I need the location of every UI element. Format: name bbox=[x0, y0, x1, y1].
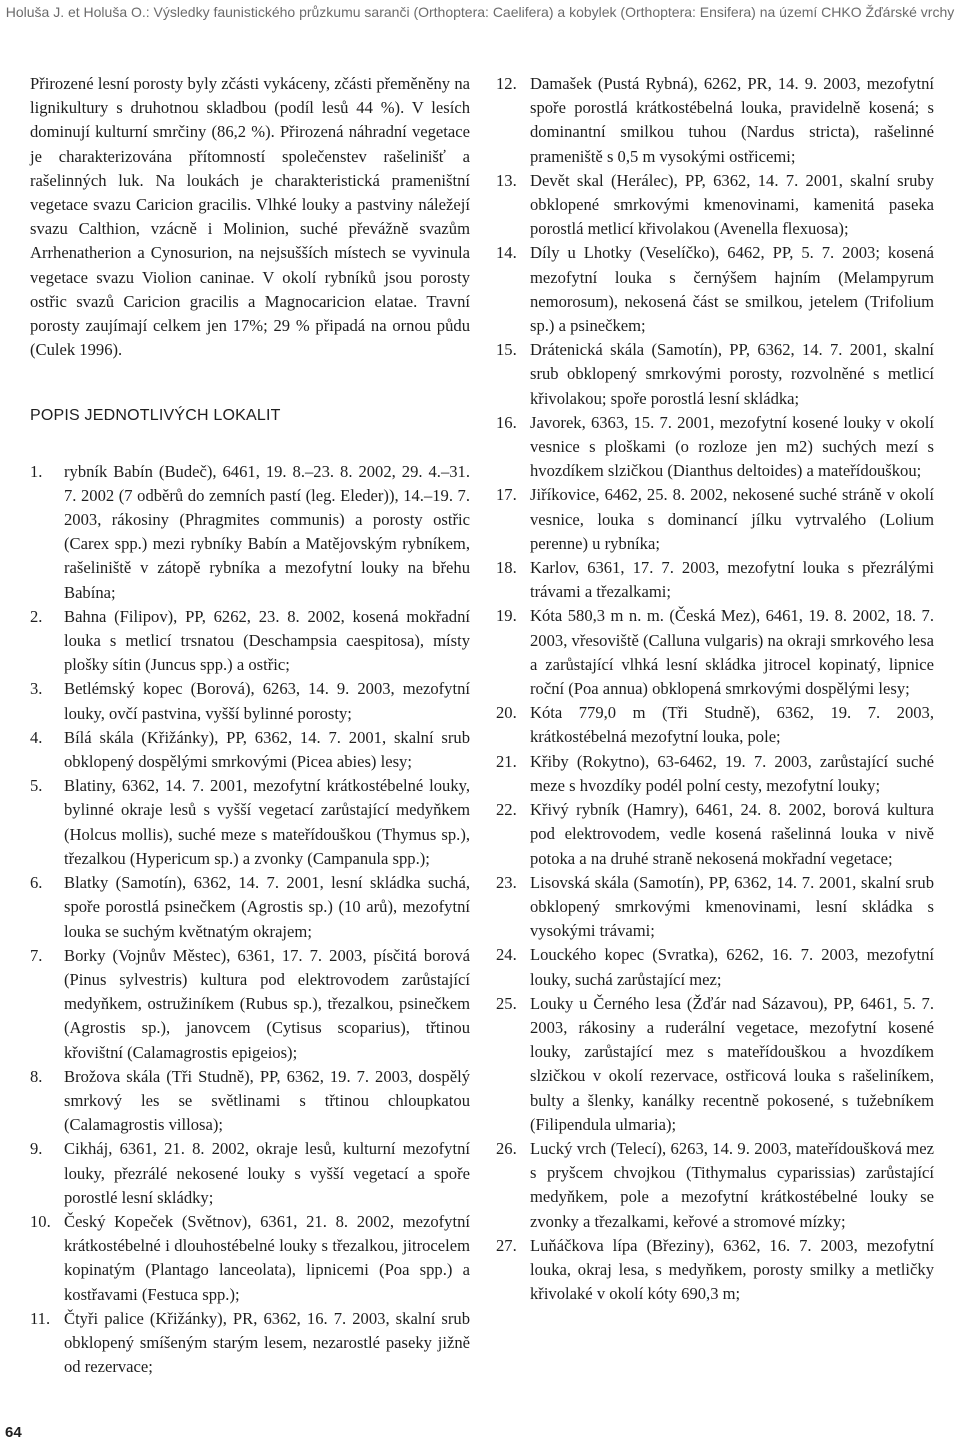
list-item bbox=[496, 338, 934, 411]
item-text: Blatiny, 6362, 14. 7. 2001, mezofytní krátkostébelné louky, bylinné okraje lesů s vyšší vegetací zarůstající medyňkem (Holcus mollis), suché meze s mateřídouškou (Thymus sp.), třezalkou (Hypericum sp.) a zvonky (Campanula spp.); bbox=[64, 776, 470, 868]
item-text: Betlémský kopec (Borová), 6263, 14. 9. 2003, mezofytní louky, ovčí pastvina, vyšší bylinné porosty; bbox=[64, 679, 470, 723]
item-text: Díly u Lhotky (Veselíčko), 6462, PP, 5. 7. 2003; kosená mezofytní louka s černýšem hajním (Melampyrum nemorosum), nekosená část se smilkou, jetelem (Trifolium sp.) a psinečkem; bbox=[530, 243, 934, 336]
item-number: 24. bbox=[496, 945, 517, 965]
item-number: 1. bbox=[30, 461, 43, 481]
left-column bbox=[30, 72, 470, 1379]
list-item bbox=[30, 1137, 470, 1210]
list-item bbox=[496, 483, 934, 556]
item-text: Lucký vrch (Telecí), 6263, 14. 9. 2003, mateřídoušková mez s pryšcem chvojkou (Tithymalus cyparissias) zarůstající medyňkem, pole a mezofytní krátkostébelné louky se zvonky a třezalkami, keřové a stromové mízky; bbox=[530, 1138, 934, 1231]
section-heading: POPIS JEDNOTLIVÝCH LOKALIT bbox=[30, 407, 281, 425]
list-item bbox=[30, 774, 470, 871]
item-number: 27. bbox=[496, 1235, 517, 1255]
list-item bbox=[496, 1137, 934, 1234]
item-number: 19. bbox=[496, 606, 517, 626]
item-text: Český Kopeček (Světnov), 6361, 21. 8. 2002, mezofytní krátkostébelné i dlouhostébelné louky s třezalkou, jitrocelem kopinatým (Plantago lanceolata), lipnicemi (Poa spp.) a kostřavami (Festuca spp.); bbox=[64, 1211, 470, 1304]
item-text: Křiby (Rokytno), 63-6462, 19. 7. 2003, zarůstající suché meze s hvozdíky podél polní cesty, mezofytní louky; bbox=[530, 751, 934, 795]
list-item bbox=[30, 944, 470, 1065]
item-text: Kóta 580,3 m n. m. (Česká Mez), 6461, 19. 8. 2002, 18. 7. 2003, vřesoviště (Calluna vulgaris) na okraji smrkového lesa a zarůstající vlhká lesní skládka jitrocel kopinatý, lipnice roční (Poa annua) obklopená smrkovými dospělými lesy; bbox=[530, 606, 934, 699]
item-number: 2. bbox=[30, 606, 43, 626]
list-item bbox=[30, 871, 470, 944]
list-item bbox=[30, 726, 470, 774]
item-text: Křivý rybník (Hamry), 6461, 24. 8. 2002, borová kultura pod elektrovodem, vedle kosená rašelinná louka v nivě potoka a na druhé straně nekosená mokřadní vegetace; bbox=[530, 800, 934, 868]
item-number: 12. bbox=[496, 74, 517, 93]
list-item bbox=[496, 604, 934, 701]
item-text: Karlov, 6361, 17. 7. 2003, mezofytní louka s přezrálými trávami a třezalkami; bbox=[530, 558, 934, 602]
list-item bbox=[496, 750, 934, 798]
item-text: rybník Babín (Budeč), 6461, 19. 8.–23. 8. 2002, 29. 4.–31. 7. 2002 (7 odběrů do zemních pastí (leg. Eleder)), 14.–19. 7. 2003, rákosiny (Phragmites communis) a porosty ostřic (Carex spp.) mezi rybníky Babín a Matějovským rybníkem, rašeliniště v zátopě rybníka a mezofytní louky na břehu Babína; bbox=[64, 461, 470, 602]
item-number: 3. bbox=[30, 679, 43, 699]
item-number: 6. bbox=[30, 873, 43, 893]
item-number: 17. bbox=[496, 485, 517, 505]
item-number: 5. bbox=[30, 776, 43, 796]
intro-paragraph: Přirozené lesní porosty byly zčásti vykáceny, zčásti přeměněny na lignikultury s druhotnou skladbou (podíl lesů 44 %). V lesích dominují kulturní smrčiny (86,2 %). Přirozená náhradní vegetace je charakterizována přítomností společenstev rašelinišť a rašelinných luk. Na loukách je charakteristická prameništní vegetace svazu Caricion gracilis. Vlhké louky a pastviny náležejí svazu Calthion, vzácně i Molinion, suché převážně svazům Arrhenatherion a Cynosurion, na nejsušších místech se vyvinula vegetace svazu Violion caninae. V okolí rybníků jsou porosty ostřic svazů Caricion gracilis a Magnocaricion elatae. Travní porosty zaujímají celkem jen 17%; 29 % připadá na ornou půdu (Culek 1996). bbox=[30, 74, 470, 360]
list-item bbox=[496, 701, 934, 749]
list-item bbox=[30, 605, 470, 678]
page-number: 64 bbox=[5, 1424, 22, 1441]
item-text: Louckého kopec (Svratka), 6262, 16. 7. 2003, mezofytní louky, suchá zarůstající mez; bbox=[530, 945, 934, 989]
item-number: 20. bbox=[496, 703, 517, 723]
item-text: Čtyři palice (Křižánky), PR, 6362, 16. 7. 2003, skalní srub obklopený smíšeným starým lesem, nezarostlé paseky jižně od rezervace; bbox=[64, 1308, 470, 1377]
item-text: Kóta 779,0 m (Tři Studně), 6362, 19. 7. 2003, krátkostébelná mezofytní louka, pole; bbox=[530, 703, 934, 747]
item-number: 14. bbox=[496, 243, 517, 263]
list-item bbox=[30, 1065, 470, 1138]
item-number: 23. bbox=[496, 872, 517, 892]
item-number: 7. bbox=[30, 945, 43, 965]
item-number: 8. bbox=[30, 1066, 43, 1086]
item-number: 4. bbox=[30, 727, 43, 747]
list-item bbox=[496, 556, 934, 604]
item-text: Bahna (Filipov), PP, 6262, 23. 8. 2002, kosená mokřadní louka s metlicí trsnatou (Deschampsia caespitosa), místy plošky sítin (Juncus spp.) a ostřic; bbox=[64, 606, 470, 675]
list-item bbox=[496, 411, 934, 484]
item-text: Damašek (Pustá Rybná), 6262, PR, 14. 9. 2003, mezofytní spoře porostlá krátkostébelná louka, pravidelně kosená; s dominantní smilkou tuhou (Nardus stricta), rašelinné prameniště s 0,5 m vysokými ostřicemi; bbox=[530, 74, 934, 166]
item-number: 15. bbox=[496, 340, 517, 360]
list-item bbox=[496, 798, 934, 871]
item-text: Javorek, 6363, 15. 7. 2001, mezofytní kosené louky v okolí vesnice s ploškami (o rozloze jen m2) suchých mezí s hvozdíkem slzičkou (Dianthus deltoides) a mateřídouškou; bbox=[530, 412, 934, 481]
item-text: Lisovská skála (Samotín), PP, 6362, 14. 7. 2001, skalní srub obklopený smrkovými kmenovinami, lesní skládka s vysokými trávami; bbox=[530, 872, 934, 941]
list-item bbox=[496, 169, 934, 242]
item-number: 10. bbox=[30, 1211, 51, 1231]
item-text: Bílá skála (Křižánky), PP, 6362, 14. 7. 2001, skalní srub obklopený dospělými smrkovými (Picea abies) lesy; bbox=[64, 727, 470, 772]
item-number: 26. bbox=[496, 1138, 517, 1158]
item-text: Borky (Vojnův Městec), 6361, 17. 7. 2003, písčitá borová (Pinus sylvestris) kultura pod elektrovodem zarůstající medyňkem, ostružiníkem (Rubus sp.), třezalkou, psinečkem (Agrostis sp.), janovcem (Cytisus scoparius), třtinou křovištní (Calamagrostis epigeios); bbox=[64, 945, 470, 1062]
item-text: Luňáčkova lípa (Březiny), 6362, 16. 7. 2003, mezofytní louka, okraj lesa, s medyňkem, porosty smilky a metličky křivolaké v okolí kóty 690,3 m; bbox=[530, 1235, 934, 1304]
running-header: Holuša J. et Holuša O.: Výsledky faunistického průzkumu saranči (Orthoptera: Caelifera) a kobylek (Orthoptera: Ensifera) na území CHKO Žďárské vrchy bbox=[5, 4, 955, 20]
right-column bbox=[496, 72, 934, 1306]
list-item bbox=[30, 1307, 470, 1380]
list-item bbox=[496, 241, 934, 338]
list-item bbox=[496, 1234, 934, 1307]
list-item bbox=[496, 72, 934, 169]
item-number: 18. bbox=[496, 558, 517, 578]
item-number: 21. bbox=[496, 751, 517, 771]
item-text: Drátenická skála (Samotín), PP, 6362, 14. 7. 2001, skalní srub obklopený smrkovými porosty, rozvolněné s metlicí křivolakou; spoře porostlá lesní skládka; bbox=[530, 340, 934, 408]
list-item bbox=[496, 992, 934, 1137]
list-item bbox=[30, 460, 470, 605]
list-item bbox=[30, 677, 470, 725]
item-text: Brožova skála (Tři Studně), PP, 6362, 19. 7. 2003, dospělý smrkový les se světlinami s třtinou chloupkatou (Calamagrostis villosa); bbox=[64, 1066, 470, 1135]
item-text: Jiříkovice, 6462, 25. 8. 2002, nekosené suché stráně v okolí vesnice, louka s dominancí jílku vytrvalého (Lolium perenne) u rybníka; bbox=[530, 485, 934, 553]
item-text: Louky u Černého lesa (Žďár nad Sázavou), PP, 6461, 5. 7. 2003, rákosiny a ruderální vegetace, mezofytní kosené louky, zarůstající mez s mateřídouškou a hvozdíkem slzičkou v okolí rezervace, ostřicová louka s rašeliníkem, bulty a šlenky, kanálky recentně pokosené, s tužebníkem (Filipendula ulmaria); bbox=[530, 993, 934, 1134]
item-number: 11. bbox=[30, 1308, 51, 1328]
item-text: Blatky (Samotín), 6362, 14. 7. 2001, lesní skládka suchá, spoře porostlá psinečkem (Agrostis sp.) (10 arů), mezofytní louka se suchým květnatým okrajem; bbox=[64, 873, 470, 941]
list-item bbox=[496, 943, 934, 991]
item-number: 25. bbox=[496, 993, 517, 1013]
list-item bbox=[496, 871, 934, 944]
item-number: 16. bbox=[496, 412, 517, 432]
item-text: Cikháj, 6361, 21. 8. 2002, okraje lesů, kulturní mezofytní louky, přezrálé nekosené louky s vyšší vegetací a spoře porostlé lesní skládky; bbox=[64, 1139, 470, 1207]
item-text: Devět skal (Herálec), PP, 6362, 14. 7. 2001, skalní sruby obklopené smrkovými kmenovinami, kamenitá paseka porostlá metlicí křivolakou (Avenella flexuosa); bbox=[530, 170, 934, 239]
item-number: 22. bbox=[496, 800, 517, 820]
list-item bbox=[30, 1210, 470, 1307]
item-number: 9. bbox=[30, 1139, 43, 1159]
item-number: 13. bbox=[496, 170, 517, 190]
